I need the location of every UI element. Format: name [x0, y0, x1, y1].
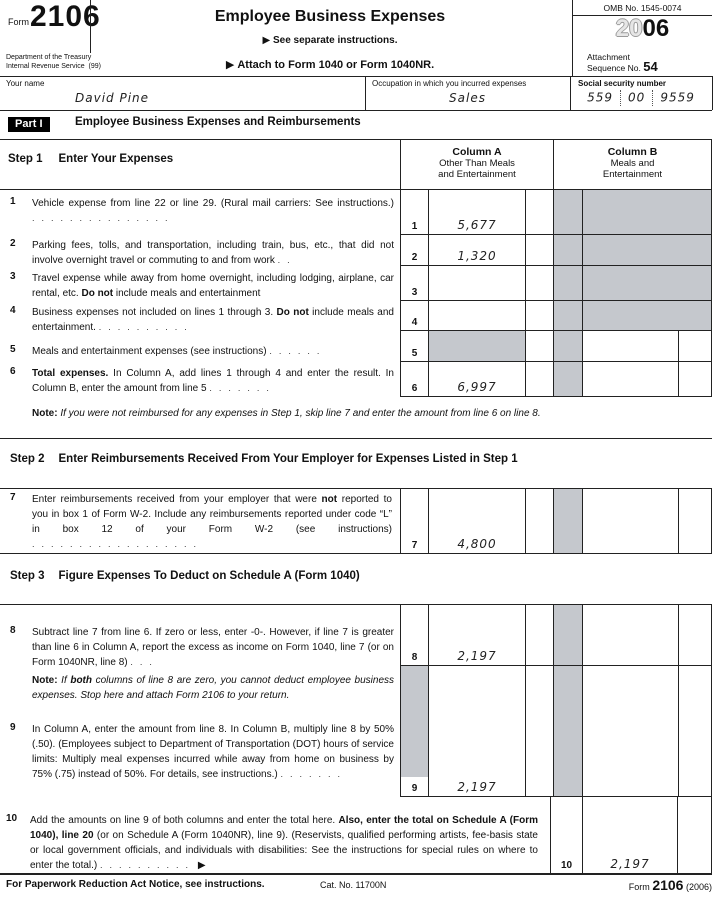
line-8-columnA-amount[interactable]: 2,197 [429, 605, 526, 665]
line-1-text: Vehicle expense from line 22 or line 29. (Rural mail carriers: See instructions.) ............... [32, 198, 394, 223]
line-10-total-cents[interactable] [678, 797, 711, 873]
line-2-columnA-amount[interactable]: 1,320 [429, 235, 526, 265]
line-8-note: Note: If both columns of line 8 are zero, you cannot deduct employee business expenses. Stop here and attach Form 2106 to your return. [32, 675, 395, 701]
line-2-columnB-shaded [583, 235, 711, 265]
line-5-box-number: 5 [401, 331, 429, 361]
line-3-gap-shaded [554, 266, 583, 300]
line-3-row [400, 266, 712, 301]
line-8-columnB-amount[interactable] [583, 605, 679, 665]
line-4-box-number: 4 [401, 301, 429, 330]
part1-title: Employee Business Expenses and Reimbursements [75, 116, 361, 128]
line-6-columnB-amount[interactable] [583, 362, 679, 396]
attachment-sequence: Attachment Sequence No. 54 [587, 52, 658, 74]
line-9-text: In Column A, enter the amount from line 8. In Column B, multiply line 8 by 50% (.50). (Employees subject to Department of Transportation (DOT) hours of service limits: Multiply meal expenses incurred while away from home on business by 75% (.75) instead of 50%. For details, see instructions.) ....... [32, 724, 394, 780]
line-10-row [550, 797, 712, 873]
line-7-columnA-amount[interactable]: 4,800 [429, 489, 526, 553]
form-number: 2106 [30, 0, 101, 33]
line-6-columnA-amount[interactable]: 6,997 [429, 362, 526, 396]
line-6-box-number: 6 [401, 362, 429, 396]
occupation-label: Occupation in which you incurred expenses [372, 79, 527, 88]
see-instructions-note: ▶ See separate instructions. [262, 35, 398, 46]
catalog-number: Cat. No. 11700N [320, 880, 387, 890]
line-9-row [400, 666, 712, 797]
line-2-box-number: 2 [401, 235, 429, 265]
line-7-box-number: 7 [401, 489, 429, 553]
line-3-number: 3 [10, 271, 16, 282]
line-6-gap-shaded [554, 362, 583, 396]
line-8-number: 8 [10, 625, 16, 636]
line-6-text: Total expenses. In Column A, add lines 1 through 4 and enter the result. In Column B, enter the amount from line 5 ....... [32, 368, 394, 394]
department-line1: Department of the Treasury [6, 54, 92, 61]
omb-number: OMB No. 1545-0074 [573, 0, 712, 16]
arrowhead-icon: ▶ [197, 860, 206, 871]
form-word: Form [8, 17, 29, 27]
line-9-columnB-cents[interactable] [679, 666, 711, 796]
line-5-columnA-cents[interactable] [526, 331, 554, 361]
line-5-text: Meals and entertainment expenses (see instructions) ...... [32, 346, 327, 357]
line-5-gap-shaded [554, 331, 583, 361]
step2-heading: Step 2 Enter Reimbursements Received From Your Employer for Expenses Listed in Step 1 [10, 453, 518, 465]
line-2-text: Parking fees, tolls, and transportation, including train, bus, etc., that did not involve overnight travel or commuting to and from work .. [32, 240, 394, 266]
line-6-row [400, 362, 712, 397]
line-7-number: 7 [10, 492, 16, 503]
line-8-text: Subtract line 7 from line 6. If zero or less, enter -0-. However, if line 7 is greater than line 6 in Column A, report the excess as income on Form 1040, line 7 (or on Form 1040NR, line 8) ... [32, 627, 394, 668]
line-9-columnA-amount[interactable]: 2,197 [429, 666, 526, 796]
line-6-columnB-cents[interactable] [679, 362, 711, 396]
line-5-columnB-cents[interactable] [679, 331, 711, 361]
ssn-label: Social security number [578, 79, 667, 88]
columnB-header: Column B Meals and Entertainment [553, 139, 712, 189]
name-row-right-edge [712, 76, 713, 110]
occupation-field[interactable]: Sales [449, 91, 486, 105]
line-7-text: Enter reimbursements received from your employer that were not reported to you in box 1 of Form W-2. Include any reimbursements reported under code “L” in box 12 of your Form W-2 (see instructions) .................. [32, 494, 392, 549]
your-name-field[interactable]: David Pine [75, 91, 150, 105]
line-1-columnB-shaded [583, 190, 711, 234]
line-9-number: 9 [10, 722, 16, 733]
department-line2: Internal Revenue Service (99) [6, 63, 101, 70]
line-5-row [400, 331, 712, 362]
ssn-field[interactable]: 559 00 9559 [587, 90, 695, 105]
line-3-columnB-shaded [583, 266, 711, 300]
step1-heading: Step 1 Enter Your Expenses [8, 153, 174, 165]
line-2-columnA-cents[interactable] [526, 235, 554, 265]
line-10-box-number: 10 [551, 797, 583, 873]
line-9-columnB-amount[interactable] [583, 666, 679, 796]
line-1-row [400, 190, 712, 235]
line-4-row [400, 301, 712, 331]
name-row-top-rule [0, 76, 712, 77]
paperwork-notice: For Paperwork Reduction Act Notice, see instructions. [6, 879, 265, 890]
columnA-header: Column A Other Than Meals and Entertainment [400, 139, 553, 189]
line-10-total-amount[interactable]: 2,197 [583, 797, 678, 873]
line-4-text: Business expenses not included on lines 1 through 3. Do not include meals and entertainment. .......... [32, 307, 394, 333]
step2-top-rule [0, 438, 712, 439]
line-10-number: 10 [6, 813, 18, 824]
name-row-bottom-rule [0, 110, 712, 111]
line-5-columnB-amount[interactable] [583, 331, 679, 361]
line-9-gap-shaded [554, 666, 583, 796]
line-1-number: 1 [10, 196, 16, 207]
line-4-columnB-shaded [583, 301, 711, 330]
line-2-row [400, 235, 712, 266]
part1-badge: Part I [8, 114, 50, 132]
line7-bottom-rule [0, 553, 712, 554]
line-8-columnB-cents[interactable] [679, 605, 711, 665]
line-7-row [400, 489, 712, 553]
line-4-number: 4 [10, 305, 16, 316]
ssn-separator [620, 90, 621, 106]
line-8-gap-shaded [554, 605, 583, 665]
line-1-gap-shaded [554, 190, 583, 234]
omb-box [572, 0, 712, 76]
line-3-text: Travel expense while away from home overnight, including lodging, airplane, car rental, etc. Do not include meals and entertainment [32, 273, 394, 299]
line-5-number: 5 [10, 344, 16, 355]
ssn-separator [652, 90, 653, 106]
form-title: Employee Business Expenses [214, 8, 446, 25]
step1-note: Note: If you were not reimbursed for any expenses in Step 1, skip line 7 and enter the amount from line 6 on line 8. [32, 408, 541, 419]
footer-form-id: Form 2106 (2006) [628, 877, 712, 893]
line-7-gap-shaded [554, 489, 583, 553]
line-4-columnA-amount[interactable] [429, 301, 526, 330]
line-9-number-shading [401, 666, 428, 777]
line-5-columnA-shaded [429, 331, 526, 361]
arrowhead-icon: ▶ [225, 59, 235, 71]
line-1-box-number: 1 [401, 190, 429, 234]
line-10-text: Add the amounts on line 9 of both columns and enter the total here. Also, enter the total on Schedule A (Form 1040), line 20 (or on Schedule A (Form 1040NR), line 9). (Reservists, qualified performing artists, fee-basis state or local government officials, and individuals with disabilities: See the instructions for special rules on where to enter the total.) .......... ▶ [30, 815, 538, 871]
line-3-columnA-amount[interactable] [429, 266, 526, 300]
line-3-columnA-cents[interactable] [526, 266, 554, 300]
line-7-columnB-amount[interactable] [583, 489, 679, 553]
line-8-columnA-cents[interactable] [526, 605, 554, 665]
your-name-label: Your name [6, 79, 45, 88]
line-6-columnA-cents[interactable] [526, 362, 554, 396]
line-4-gap-shaded [554, 301, 583, 330]
line-1-columnA-amount[interactable]: 5,677 [429, 190, 526, 234]
footer-rule [0, 873, 712, 875]
line-9-box-number: 9 [401, 666, 429, 796]
line-9-columnA-cents[interactable] [526, 666, 554, 796]
tax-year: 2006 [615, 15, 670, 42]
line-3-box-number: 3 [401, 266, 429, 300]
arrowhead-icon: ▶ [262, 35, 271, 46]
line-2-number: 2 [10, 238, 16, 249]
line-8-box-number: 8 [401, 605, 429, 665]
line-4-columnA-cents[interactable] [526, 301, 554, 330]
attach-note: ▶ Attach to Form 1040 or Form 1040NR. [225, 59, 435, 71]
line-7-columnA-cents[interactable] [526, 489, 554, 553]
line-7-columnB-cents[interactable] [679, 489, 711, 553]
line-1-columnA-cents[interactable] [526, 190, 554, 234]
line-6-number: 6 [10, 366, 16, 377]
line-2-gap-shaded [554, 235, 583, 265]
line-8-row [400, 605, 712, 666]
step3-heading: Step 3 Figure Expenses To Deduct on Schedule A (Form 1040) [10, 570, 360, 582]
